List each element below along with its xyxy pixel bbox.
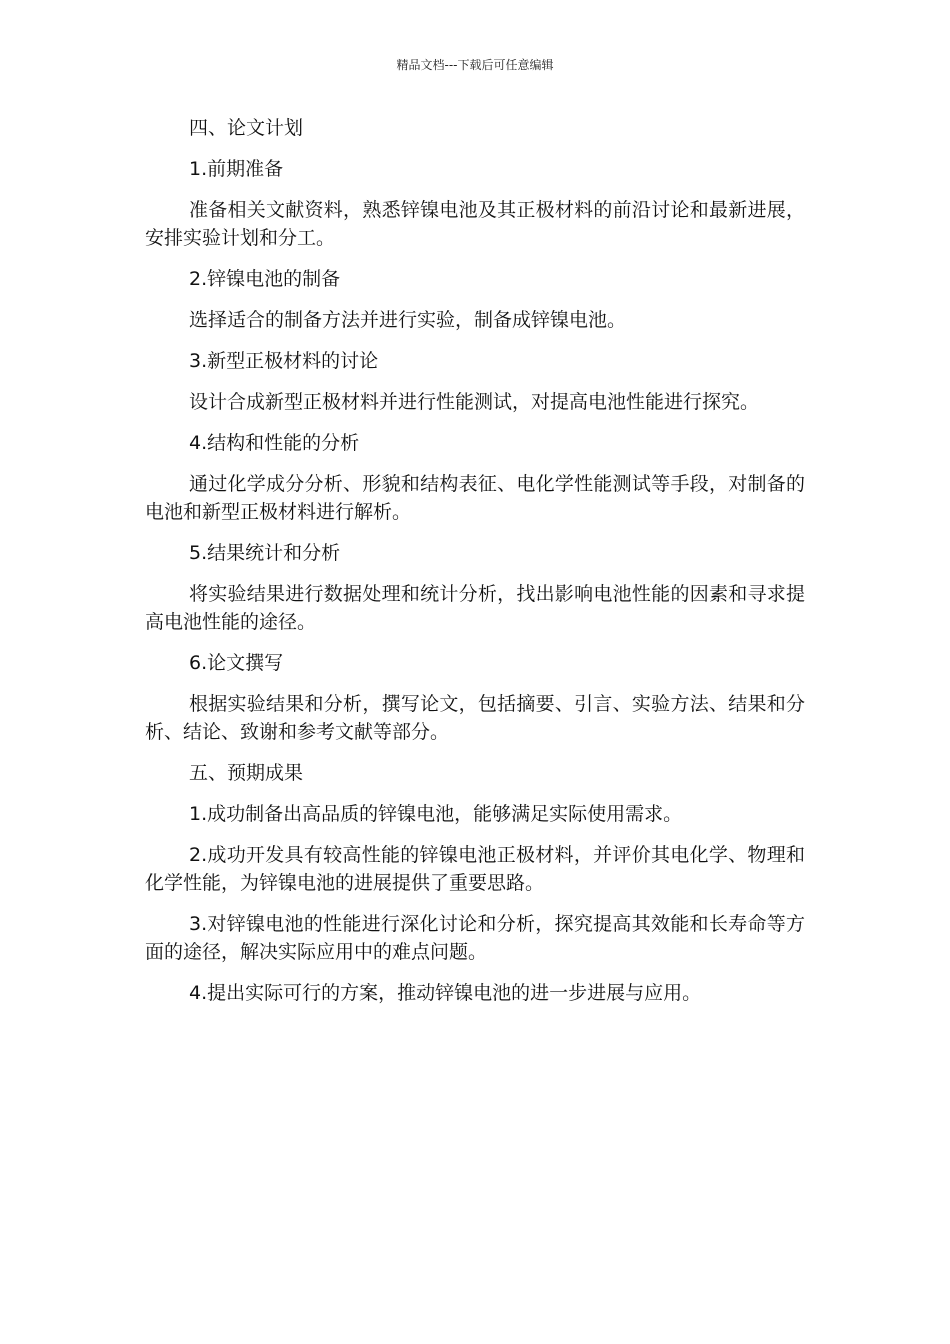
result-item-1: 1.成功制备出高品质的锌镍电池，能够满足实际使用需求。 (189, 803, 683, 825)
item-heading-statistics: 5.结果统计和分析 (189, 542, 341, 564)
item-heading-writing: 6.论文撰写 (189, 652, 284, 674)
page-header: 精品文档---下载后可任意编辑 (396, 58, 554, 72)
paragraph-structure-analysis: 通过化学成分分析、形貌和结构表征、电化学性能测试等手段，对制备的电池和新型正极材料进行解析。 (145, 473, 805, 523)
item-heading-battery-preparation: 2.锌镍电池的制备 (189, 268, 341, 290)
paragraph-cathode-material: 设计合成新型正极材料并进行性能测试，对提高电池性能进行探究。 (189, 391, 760, 413)
paragraph-writing: 根据实验结果和分析，撰写论文，包括摘要、引言、实验方法、结果和分析、结论、致谢和参考文献等部分。 (145, 693, 805, 743)
document-body (145, 114, 805, 1020)
item-heading-structure-analysis: 4.结构和性能的分析 (189, 432, 360, 454)
result-item-4: 4.提出实际可行的方案，推动锌镍电池的进一步进展与应用。 (189, 982, 702, 1004)
paragraph-statistics: 将实验结果进行数据处理和统计分析，找出影响电池性能的因素和寻求提高电池性能的途径。 (145, 583, 805, 633)
section-heading-expected-results: 五、预期成果 (189, 762, 304, 784)
section-heading-plan: 四、论文计划 (189, 117, 304, 139)
result-item-3: 3.对锌镍电池的性能进行深化讨论和分析，探究提高其效能和长寿命等方面的途径，解决实际应用中的难点问题。 (145, 913, 805, 963)
item-heading-preparation: 1.前期准备 (189, 158, 284, 180)
paragraph-preparation: 准备相关文献资料，熟悉锌镍电池及其正极材料的前沿讨论和最新进展，安排实验计划和分工。 (145, 199, 805, 249)
item-heading-cathode-material: 3.新型正极材料的讨论 (189, 350, 379, 372)
paragraph-battery-preparation: 选择适合的制备方法并进行实验，制备成锌镍电池。 (189, 309, 627, 331)
result-item-2: 2.成功开发具有较高性能的锌镍电池正极材料，并评价其电化学、物理和化学性能，为锌镍电池的进展提供了重要思路。 (145, 844, 805, 894)
